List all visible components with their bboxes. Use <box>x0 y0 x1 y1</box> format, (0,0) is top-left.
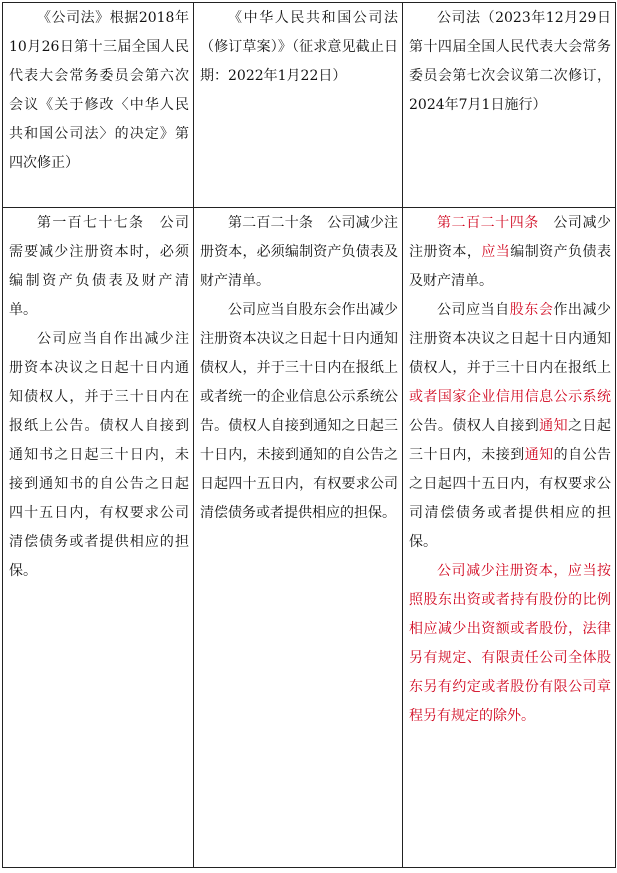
header-cell-2018-law <box>3 3 194 208</box>
changed-text-highlight: 股东会 <box>509 302 554 318</box>
text-segment: 公告。债权人自接到 <box>409 418 540 434</box>
text-segment: 的自公告之日起四十五日内，有权要求公司清偿债务或者提供相应的担保。 <box>409 447 612 550</box>
text-segment: 之日起三十日内，未接到 <box>409 418 612 463</box>
text-segment: 作出减少注册资本决议之日起十日内通知债权人，并于三十日内在报纸上 <box>409 302 612 376</box>
law-comparison-table <box>2 2 616 868</box>
header-2023-text: 公司法（2023年12月29日第十四届全国人民代表大会常务委员会第七次会议第二次修订，2024年7月1日施行） <box>409 10 611 113</box>
text-segment: 公司应当自 <box>437 302 510 318</box>
article-cell-2023-law <box>403 208 616 868</box>
article-number-highlight: 第二百二十四条 <box>437 215 539 231</box>
article-224-para-2 <box>409 296 611 557</box>
header-row <box>3 3 616 208</box>
article-row <box>3 208 616 868</box>
article-177-para-2: 公司应当自作出减少注册资本决议之日起十日内通知债权人，并于三十日内在报纸上公告。债权人自接到通知书之日起三十日内，未接到通知书的自公告之日起四十五日内，有权要求公司清偿债务或者提供相应的担保。 <box>9 331 189 579</box>
changed-text-highlight: 应当 <box>481 244 511 260</box>
changed-text-highlight: 或者国家企业信用信息公示系统 <box>409 389 611 405</box>
text-segment: 公司减少注册资本， <box>409 215 612 260</box>
article-220-para-1: 第二百二十条 公司减少注册资本，必须编制资产负债表及财产清单。 <box>200 215 398 289</box>
text-segment: 编制资产负债表及财产清单。 <box>409 244 612 289</box>
header-cell-2023-law <box>403 3 616 208</box>
header-2018-text: 《公司法》根据2018年10月26日第十三届全国人民代表大会常务委员会第六次会议《关于修改〈中华人民共和国公司法〉的决定》第四次修正） <box>9 10 189 171</box>
changed-text-highlight: 通知 <box>524 447 554 463</box>
article-224-para-3-new: 公司减少注册资本，应当按照股东出资或者持有股份的比例相应减少出资额或者股份，法律另有规定、有限责任公司全体股东另有约定或者股份有限公司章程另有规定的除外。 <box>409 563 611 724</box>
article-cell-2018-law <box>3 208 194 868</box>
article-224-para-1 <box>409 209 611 296</box>
header-cell-draft-law <box>194 3 403 208</box>
article-220-para-2: 公司应当自股东会作出减少注册资本决议之日起十日内通知债权人，并于三十日内在报纸上或者统一的企业信息公示系统公告。债权人自接到通知之日起三十日内，未接到通知的自公告之日起四十五日内，有权要求公司清偿债务或者提供相应的担保。 <box>200 302 398 521</box>
article-cell-draft-law <box>194 208 403 868</box>
changed-text-highlight: 通知 <box>539 418 569 434</box>
article-177-para-1: 第一百七十七条 公司需要减少注册资本时，必须编制资产负债表及财产清单。 <box>9 215 189 318</box>
header-draft-text: 《中华人民共和国公司法（修订草案）》（征求意见截止日期：2022年1月22日） <box>200 10 398 84</box>
